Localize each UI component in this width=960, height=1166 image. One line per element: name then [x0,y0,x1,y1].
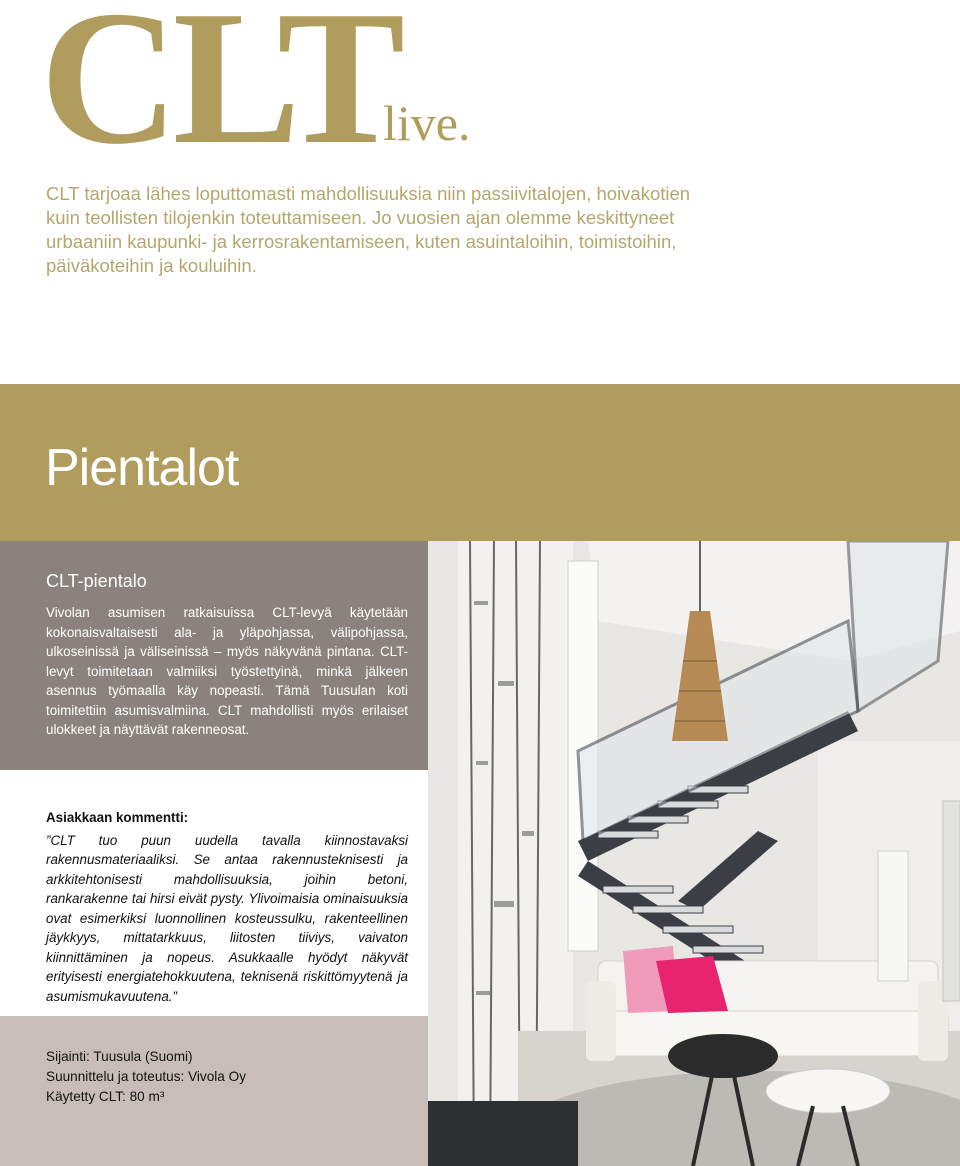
info-clt-label: Käytetty CLT: [46,1089,126,1104]
section-title: Pientalot [45,439,239,497]
info-location-label: Sijainti: [46,1049,90,1064]
info-design-value: Vivola Oy [188,1069,247,1084]
info-design-label: Suunnittelu ja toteutus: [46,1069,185,1084]
feature-box [0,541,428,770]
hero-title: CLT [40,0,400,184]
quote-text: ”CLT tuo puun uudella tavalla kiinnostavaksi rakennusmateriaaliksi. Se antaa rakennusteknisesti ja arkkitehtonisesti mahdollisuuksia, joihin betoni, rankarakenne tai hirsi eivät pysty. Ylivoimaisia ominaisuuksia ovat esimerkiksi luonnollinen kosteussulku, rakenteellinen jäykkyys, mittatarkkuus, liitosten tiiviys, vaivaton kiinnittäminen ja nopeus. Asukkaalle hyödyt näkyvät erityisesti energiatehokkuutena, teknisenä riskittömyytenä ja asumismukavuutena.” [46,832,408,1004]
feature-heading: CLT-pientalo [46,571,147,591]
project-info-box [0,1016,428,1166]
info-design [46,1067,246,1087]
info-clt [46,1087,164,1107]
section-banner [0,384,960,541]
intro-paragraph: CLT tarjoaa lähes loputtomasti mahdollisuuksia niin passiivitalojen, hoivakotien kuin teollisten tilojenkin toteuttamiseen. Jo vuosien ajan olemme keskittyneet urbaaniin kaupunki- ja kerrosrakentamiseen, kuten asuintaloihin, toimistoihin, päiväkoteihin ja kouluihin. [46,183,691,276]
hero-subtitle: live. [383,95,471,151]
customer-quote [46,808,408,1006]
quote-heading: Asiakkaan kommentti: [46,810,189,825]
interior-photo [428,541,960,1166]
feature-body: Vivolan asumisen ratkaisuissa CLT-levyä käytetään kokonaisvaltaisesti ala- ja yläpohjassa, välipohjassa, ulkoseinissä ja väliseinissä – myös näkyvänä pintana. CLT-levyt toimitetaan valmiiksi työstettyinä, minkä jälkeen asennus työmaalla käy nopeasti. Tämä Tuusulan koti toimitettiin asumisvalmiina. CLT mahdollisti myös erilaiset ulokkeet ja näyttävät rakenneosat. [46,605,408,737]
info-location [46,1047,193,1067]
info-clt-value: 80 m³ [129,1089,165,1104]
info-location-value: Tuusula (Suomi) [93,1049,193,1064]
